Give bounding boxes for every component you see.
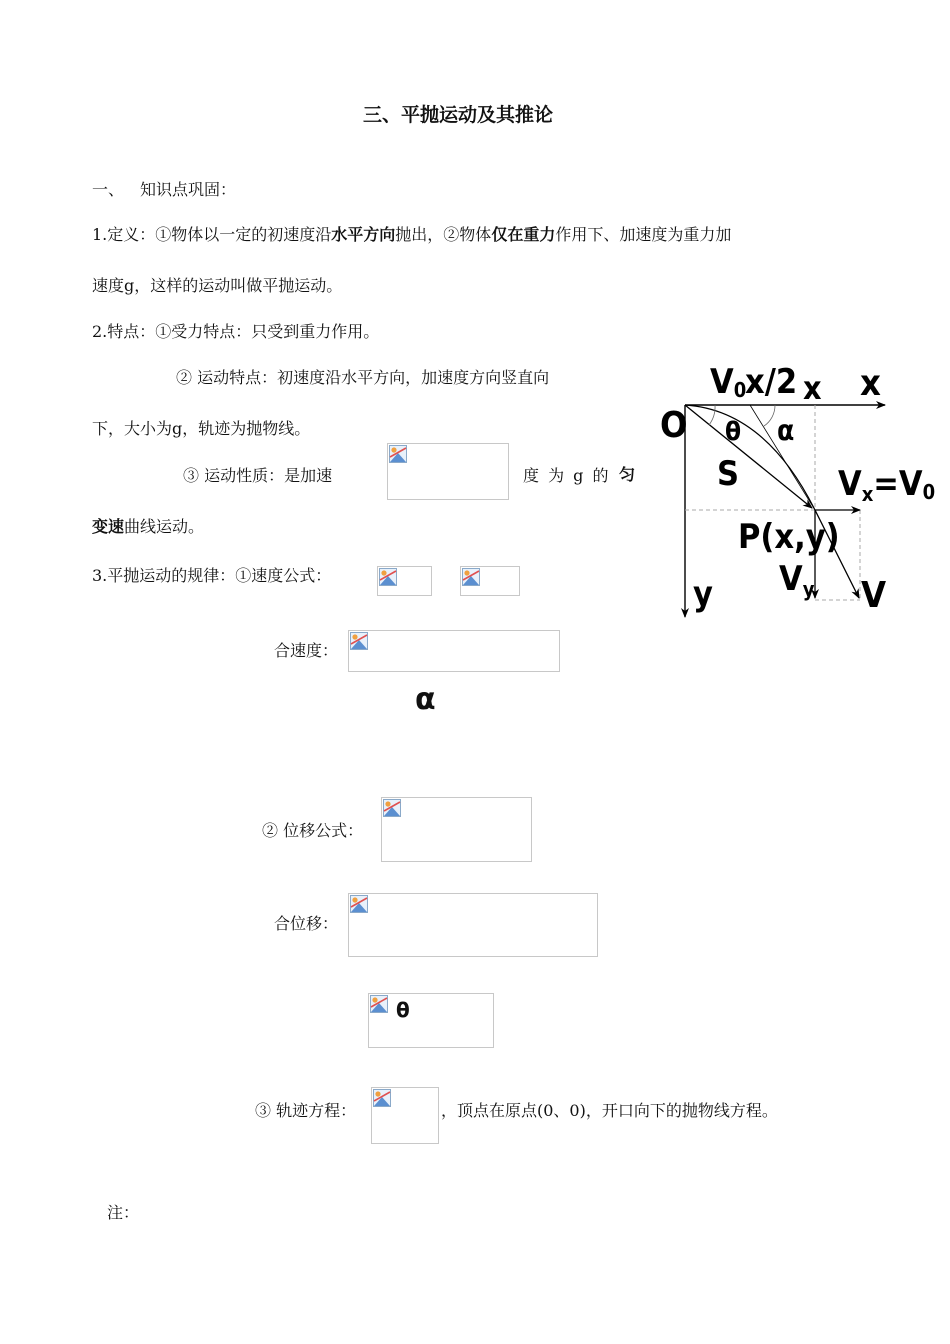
- combined-displacement-label: 合位移：: [274, 914, 339, 933]
- label-alpha: α: [777, 414, 795, 447]
- label-y-axis: y: [693, 574, 713, 614]
- section-number: 一、: [92, 180, 125, 199]
- formula-image: [368, 993, 494, 1048]
- broken-image-icon: [350, 895, 368, 913]
- note-label: 注：: [107, 1203, 140, 1222]
- feature-bold-variable-speed: 变速: [92, 517, 125, 536]
- formula-image: [371, 1087, 439, 1144]
- label-x-half: x/2: [745, 362, 798, 402]
- formula-image: [460, 566, 520, 596]
- feature-line-4b: 度 为 g 的: [523, 466, 609, 485]
- page-title: 三、平抛运动及其推论: [363, 104, 554, 126]
- broken-image-icon: [462, 568, 480, 586]
- broken-image-icon: [383, 799, 401, 817]
- label-s: S: [717, 454, 740, 494]
- formula-image: [348, 893, 598, 957]
- broken-image-icon: [373, 1089, 391, 1107]
- definition-bold-gravity: 仅在重力: [491, 225, 556, 244]
- definition-line-1: [92, 222, 731, 245]
- label-x-axis: x: [860, 363, 881, 404]
- definition-text-c: 抛出，②物体: [395, 225, 492, 244]
- formula-image: [348, 630, 560, 672]
- theta-symbol: θ: [396, 998, 410, 1022]
- label-theta: θ: [725, 417, 742, 447]
- feature-line-4a: ③ 运动性质：是加速: [183, 466, 333, 485]
- feature-line-2: ② 运动特点：初速度沿水平方向，加速度方向竖直向: [176, 368, 550, 387]
- feature-line-5: [92, 514, 204, 537]
- theta-arc: [709, 405, 715, 425]
- broken-image-icon: [370, 995, 388, 1013]
- label-x-mid: x: [803, 369, 822, 407]
- projectile-diagram: [655, 345, 936, 630]
- label-v: V: [861, 575, 887, 616]
- section-label: 知识点巩固：: [140, 180, 237, 199]
- definition-bold-horizontal: 水平方向: [331, 225, 396, 244]
- law-line-1: 3.平抛运动的规律：①速度公式：: [92, 566, 332, 585]
- trajectory-label: ③ 轨迹方程：: [255, 1101, 357, 1120]
- broken-image-icon: [379, 568, 397, 586]
- definition-text-a: 1.定义：①物体以一定的初速度沿: [92, 225, 332, 244]
- broken-image-icon: [350, 632, 368, 650]
- formula-image: [387, 443, 509, 500]
- label-v0: V0: [710, 362, 747, 402]
- trajectory-note: ，顶点在原点(0、0)，开口向下的抛物线方程。: [441, 1101, 778, 1120]
- label-vx-eq-v0: Vx=V0: [838, 464, 936, 506]
- formula-image: [381, 797, 532, 862]
- definition-text-e: 作用下、加速度为重力加: [555, 225, 732, 244]
- feature-line-3: 下，大小为g，轨迹为抛物线。: [92, 419, 311, 438]
- feature-bold-uniform: 匀: [619, 465, 636, 484]
- label-vy: Vy: [779, 559, 815, 601]
- combined-velocity-label: 合速度：: [274, 641, 339, 660]
- formula-image: [377, 566, 432, 596]
- alpha-arc: [764, 405, 775, 426]
- definition-line-2: 速度g，这样的运动叫做平抛运动。: [92, 276, 343, 295]
- feature-text-curve: 曲线运动。: [124, 517, 205, 536]
- broken-image-icon: [389, 445, 407, 463]
- feature-line-1: 2.特点：①受力特点：只受到重力作用。: [92, 322, 380, 341]
- alpha-symbol: α: [415, 682, 436, 717]
- label-origin: O: [660, 405, 688, 446]
- label-point-p: P(x,y): [738, 517, 840, 557]
- displacement-label: ② 位移公式：: [262, 821, 364, 840]
